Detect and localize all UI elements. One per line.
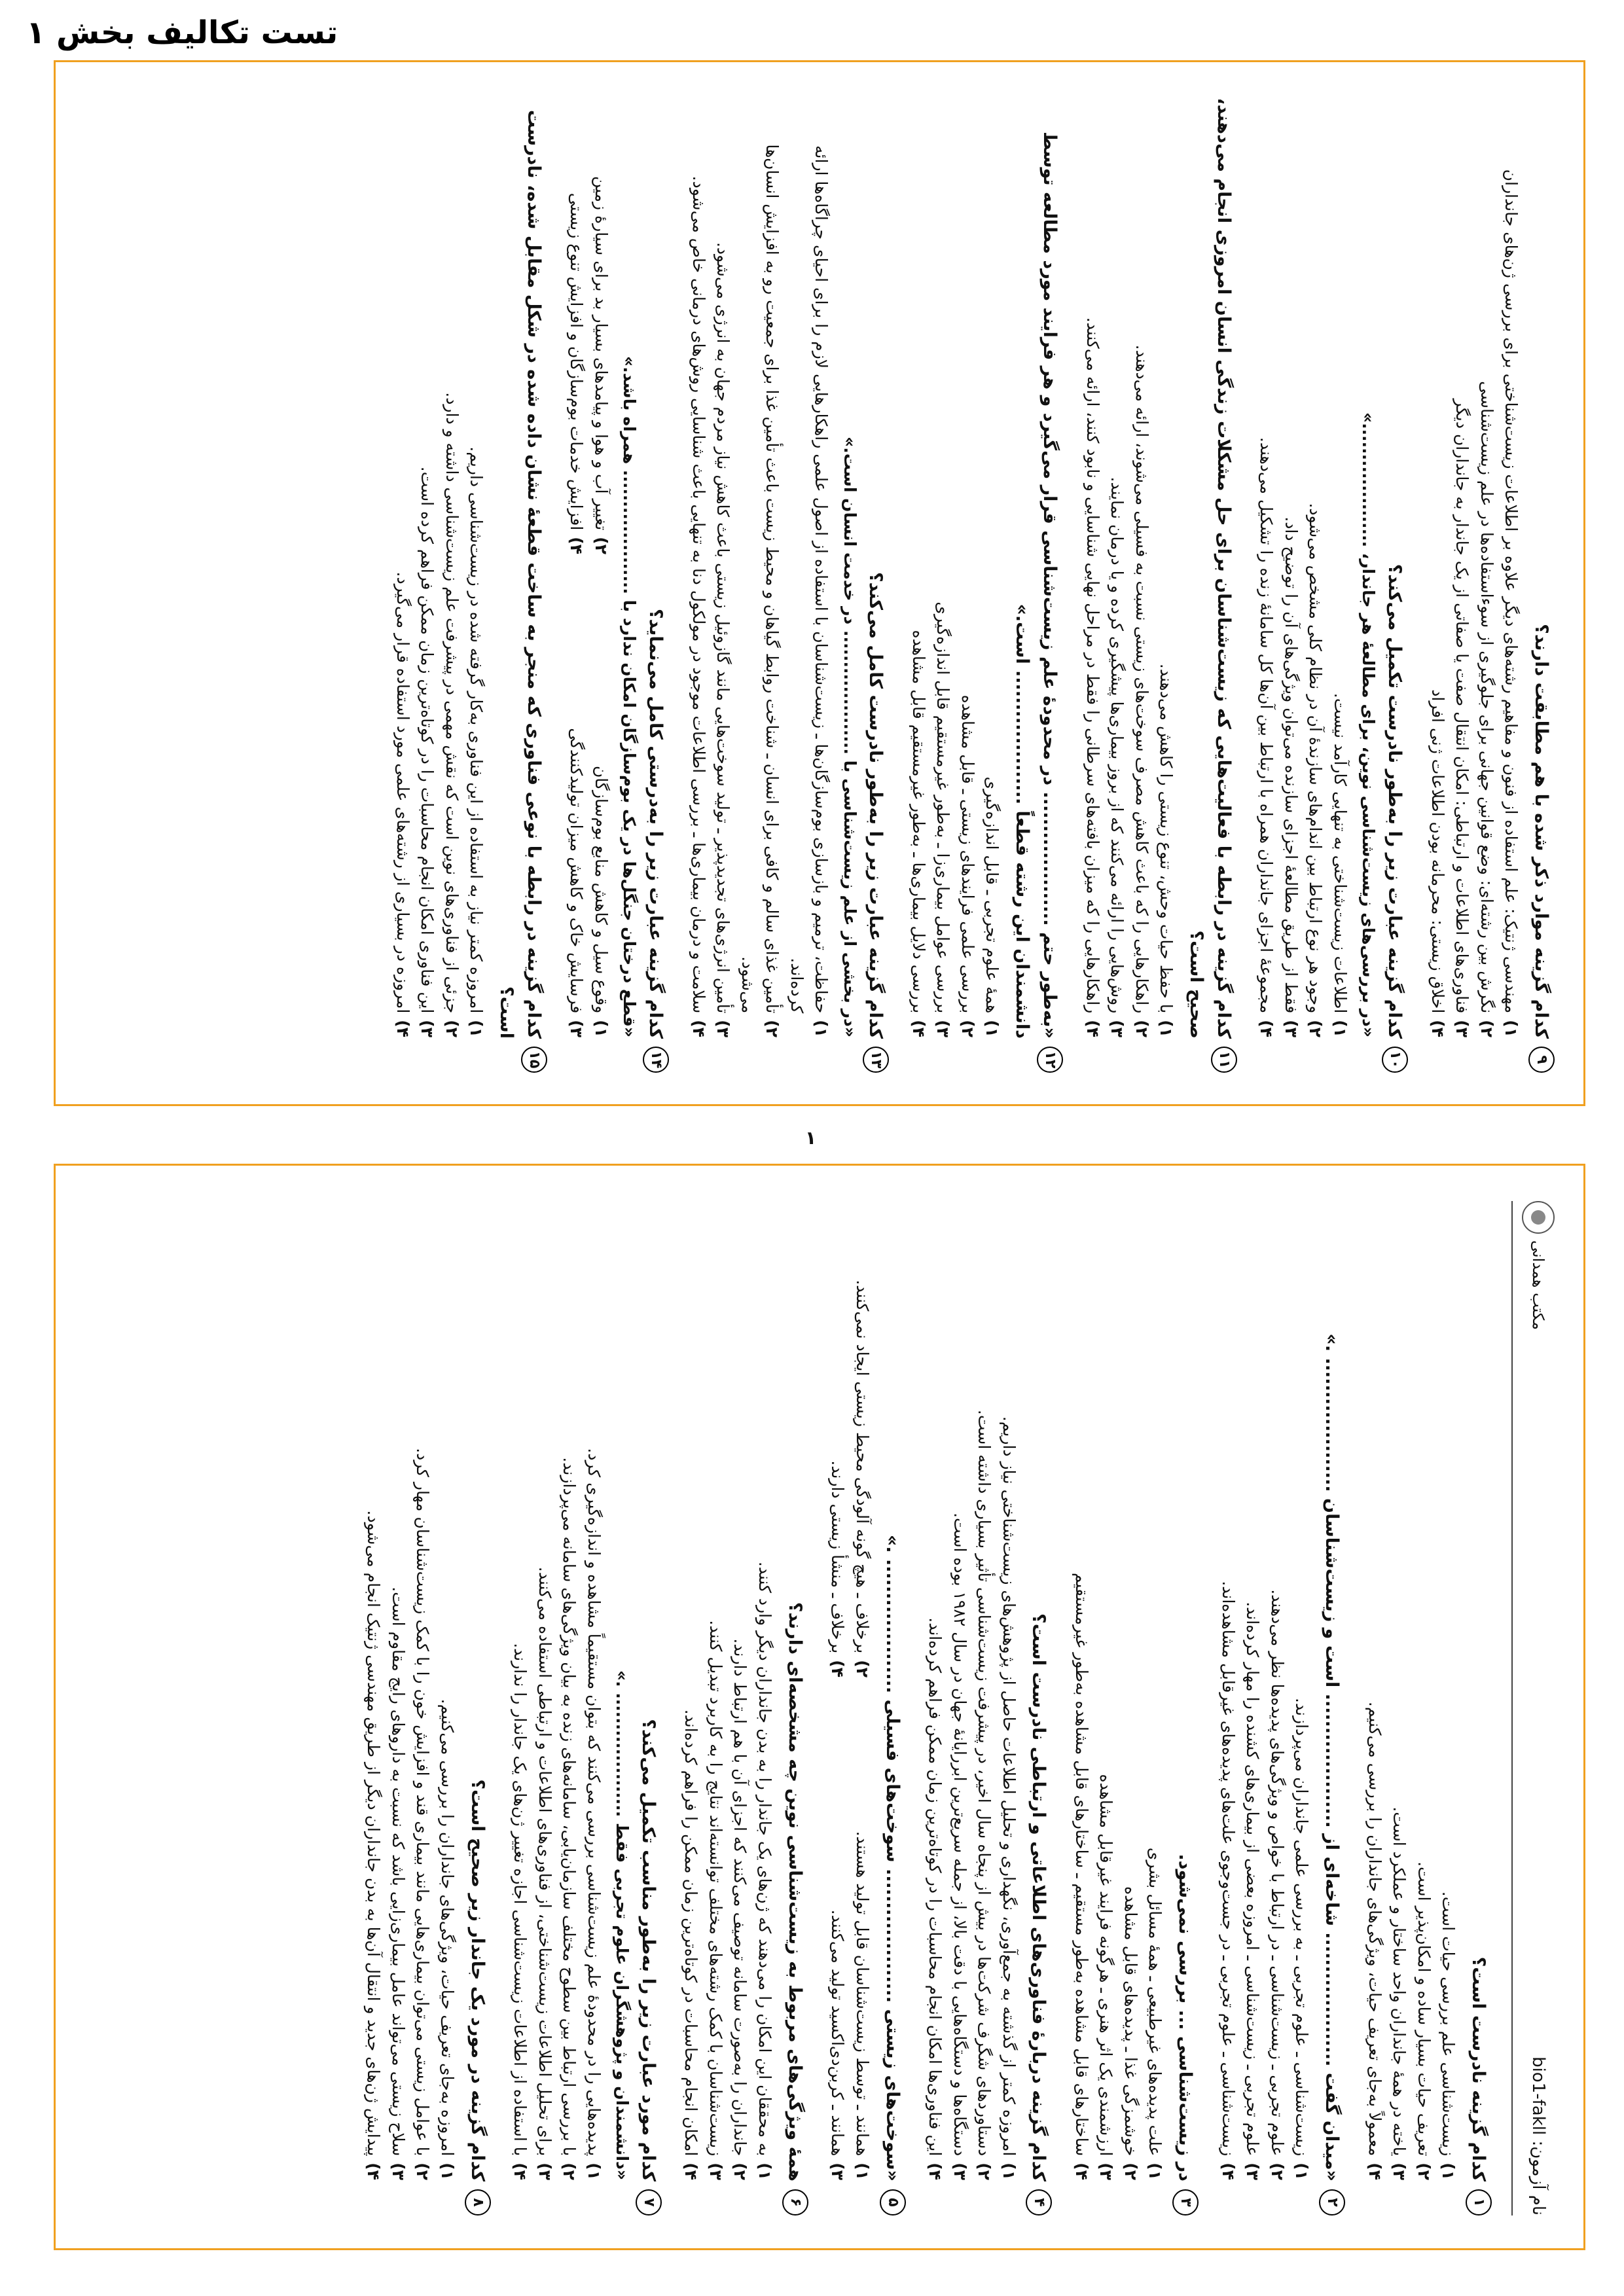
question-number: ۱۴: [643, 1047, 669, 1073]
answer-option[interactable]: [1129, 98, 1154, 1037]
question-text: کدام گزینه عبارت زیر را به‌درستی کامل می‌نماید؟: [645, 609, 666, 1039]
option-text: دستگاه‌ها و دستگاه‌هایی با دقت بالا، از جمله سریع‌ترین ابررایانهٔ جهان در سال ۱۹۸۲ بوده است.: [950, 1513, 969, 2157]
question-item: [686, 98, 889, 1073]
question-header: [634, 1201, 662, 2215]
answer-option[interactable]: [923, 1201, 948, 2180]
answer-option[interactable]: [564, 581, 589, 1037]
option-text: روش‌هایی را ارائه می‌کنند که از بروز بیماری‌ها پیشگیری کرده و یا درمان نمایند.: [1108, 476, 1127, 1014]
answer-option[interactable]: [996, 1201, 1021, 2180]
question-item: [923, 1201, 1053, 2215]
option-number: ۲): [1121, 2162, 1140, 2180]
option-number: ۱): [1439, 2162, 1458, 2180]
option-text: علوم تجربی ـ زیست‌شناسی ـ امروزه بعضی از بیماری‌های کشنده را مهار کرده‌اند.: [1243, 1602, 1263, 2157]
answer-option[interactable]: [581, 1201, 606, 2180]
question-number: ۱۳: [863, 1047, 889, 1073]
option-text: تعریف حیات بسیار ساده و امکان‌پذیر است.: [1414, 1861, 1434, 2157]
option-text: زیست‌شناسی علم بررسی حیات است.: [1439, 1891, 1458, 2157]
option-text: به محققان این امکان را می‌دهند که ژن‌های یک جاندار را به بدن جانداران دیگر وارد کنند.: [755, 1561, 774, 2157]
question-item: [1080, 98, 1237, 1073]
option-text: برخلاف ـ منشأ زیستی دارند.: [828, 1460, 848, 1654]
option-number: ۴): [364, 2162, 384, 2180]
question-header: [1182, 98, 1237, 1073]
bottom-page-content: [75, 1175, 1574, 2242]
answer-option[interactable]: [1411, 1201, 1436, 2180]
option-text: خوشمزگی غذا ـ پدیده‌های قابل مشاهده: [1121, 1886, 1140, 2157]
question-number: ۱۲: [1037, 1047, 1063, 1073]
question-number: ۶: [782, 2189, 808, 2215]
question-number: ۲: [1319, 2189, 1345, 2215]
option-text: ساختارهای قابل مشاهده به‌طور مستقیم ـ ساختارهای قابل مشاهده به‌طور غیرمستقیم: [1072, 1572, 1091, 2157]
option-text: تغییر آب و هوا و پیامدهای بسیار بد برای سیارهٔ زمین: [591, 176, 611, 531]
question-number: ۳: [1172, 2189, 1199, 2215]
option-text: زیست‌شناسی ـ علوم تجربی ـ به بررسی علمی جانداران می‌پردازند.: [1292, 1697, 1312, 2157]
option-number: ۴): [1083, 1020, 1102, 1037]
top-question-column: [75, 71, 1574, 1099]
option-text: امروزه در بسیاری از رشته‌های علمی مورد استفاده قرار می‌گیرد.: [393, 571, 412, 1014]
question-item: [1425, 98, 1555, 1073]
answer-option[interactable]: [464, 98, 489, 1037]
answer-option[interactable]: [1240, 1201, 1265, 2180]
option-text: یاخته در همهٔ جانداران واحد ساختار و عملکرد است.: [1390, 1806, 1409, 2157]
option-number: ۳): [388, 2162, 408, 2180]
option-text: با استفاده از اطلاعات زیست‌شناسی اجازه تغییر ژن‌های یک جاندار را ندارند.: [511, 1643, 530, 2157]
answer-option[interactable]: [435, 1201, 460, 2180]
question-stem: «دانشمندان و پژوهشگران علوم تجربی فقط .................... .»: [613, 1670, 632, 2180]
option-text: با عوامل زیستی می‌توان بیماری‌هایی مانند بیماری قند و افزایش خون را با کمک زیست‌شناسان مهار کرد.: [413, 1448, 433, 2157]
question-text: کدام گزینه عبارت زیر را به‌طور نادرست تکمیل می‌کند؟: [1384, 564, 1405, 1039]
answer-option[interactable]: [588, 98, 613, 554]
bottom-question-list: [361, 1201, 1492, 2215]
question-item: [906, 98, 1063, 1073]
question-text: کدام گزینه در رابطه با نوعی فناوری که منجر به ساخت قطعهٔ نشان داده شده در شکل مقابل شده، نادرست است؟: [496, 109, 544, 1039]
answer-option[interactable]: [564, 98, 589, 554]
option-number: ۲): [958, 1020, 977, 1037]
option-number: ۲): [413, 2162, 433, 2180]
question-header: [1025, 1201, 1053, 2215]
option-text: با حفظ حیات وحش، تنوع زیستی را کاهش می‌دهند.: [1157, 663, 1176, 1014]
option-text: سلامت و درمان بیماری‌ها ـ بررسی اطلاعات موجود در مولکول دنا به تنهایی باعث شناسایی روش‌های درمانی خاص می‌شود.: [689, 175, 708, 1014]
option-text: راهکارهایی را که میزان بافته‌های سرطانی را فقط در مراحل نهایی شناسایی و نابود کنند، ارائه می‌کنند.: [1083, 317, 1102, 1014]
option-text: معمولاً به‌جای تعریف حیات، ویژگی‌های جانداران را بررسی می‌کنیم.: [1365, 1701, 1384, 2157]
question-number: ۸: [465, 2189, 491, 2215]
option-text: اطلاعات زیست‌شناختی به تنهایی کارآمد نیست.: [1330, 692, 1350, 1014]
option-number: ۲): [442, 1020, 461, 1037]
answer-options: [1069, 1201, 1167, 2215]
option-number: ۳): [933, 1020, 953, 1037]
document-title: تست تکالیف بخش ۱: [26, 14, 338, 51]
option-number: ۴): [926, 2162, 945, 2180]
option-number: ۳): [1390, 2162, 1409, 2180]
question-header: [1464, 1201, 1492, 2215]
question-header: [1380, 98, 1408, 1073]
answer-option[interactable]: [361, 1201, 386, 2180]
answer-option[interactable]: [557, 1201, 582, 2180]
answer-option[interactable]: [1105, 98, 1130, 1037]
answer-option[interactable]: [906, 98, 931, 1037]
answer-option[interactable]: [711, 98, 736, 1037]
answer-option[interactable]: [931, 98, 956, 1037]
question-text: «میدان گفت .................... شاخه‌ای از .................... است و زیست‌شناسان .................... .»: [1322, 1333, 1343, 2181]
question-text: «به‌طور حتم .................... در محدودهٔ علم زیست‌شناسی قرار می‌گیرد و هر فرایند مورد مطالعه توسط دانشمندان این رشته قطعاً .................... است.»: [1012, 132, 1060, 1039]
question-header: [1008, 98, 1063, 1073]
option-text: جزئی از فناوری‌های نوین است که نقش مهمی در پیشرفت علم زیست‌شناسی داشته و دارد.: [442, 392, 461, 1014]
option-number: ۲): [560, 2162, 579, 2180]
option-number: ۱): [812, 1020, 831, 1037]
question-header: [878, 1201, 906, 2215]
question-number: ۱۰: [1382, 1047, 1408, 1073]
option-number: ۳): [1281, 1020, 1301, 1037]
option-number: ۳): [1453, 1020, 1472, 1037]
option-number: ۲): [731, 2162, 750, 2180]
school-name: مکتب همدانی: [1529, 1240, 1547, 1331]
option-text: افزایش خدمات بوم‌سازگان و افزایش تنوع زیستی: [567, 192, 586, 531]
answer-option[interactable]: [1436, 1201, 1461, 2180]
question-number: ۵: [880, 2189, 906, 2215]
answer-option[interactable]: [1154, 98, 1179, 1037]
answer-option[interactable]: [955, 98, 980, 1037]
answer-option[interactable]: [386, 1201, 410, 2180]
answer-option[interactable]: [947, 1201, 972, 2180]
answer-options: [1425, 98, 1523, 1073]
option-number: ۱): [1292, 2162, 1312, 2180]
answer-option[interactable]: [1387, 1201, 1412, 2180]
option-text: برخلاف ـ هیچ گونه آلودگی محیط زیستی ایجاد نمی‌کنند.: [852, 1280, 872, 1654]
question-item: [825, 1201, 906, 2215]
question-text: در زیست‌شناسی ... بررسی نمی‌شود.: [1175, 1854, 1196, 2181]
option-number: ۴): [909, 1020, 928, 1037]
option-text: امکان انجام محاسبات در کوتاه‌ترین زمان ممکن را فراهم کرده‌اند.: [681, 1709, 701, 2157]
option-text: وقوع سیل و کاهش منابع بوم‌سازگان: [591, 765, 611, 1014]
option-number: ۱): [437, 2162, 457, 2180]
question-stem: «قطع درختان جنگل‌ها در یک بوم‌سازگان امکان ندارد با .................... همراه باشد.»: [620, 356, 640, 1037]
option-number: ۱): [1157, 1020, 1176, 1037]
option-number: ۳): [706, 2162, 725, 2180]
option-number: ۱): [1330, 1020, 1350, 1037]
question-header: [862, 98, 890, 1073]
option-text: همانند ـ کربن‌دی‌اکسید تولید می‌کنند.: [828, 1909, 848, 2157]
question-number: ۱۵: [521, 1047, 547, 1073]
answer-option[interactable]: [1069, 1201, 1094, 2180]
option-number: ۴): [681, 2162, 701, 2180]
exam-name: نام آزمون: bio1-fakll: [1528, 2056, 1548, 2215]
option-number: ۳): [567, 1020, 586, 1037]
option-number: ۲): [1267, 2162, 1287, 2180]
option-text: ارزشمندی یک اثر هنری ـ هرگونه فرایند غیرقابل مشاهده: [1096, 1774, 1116, 2157]
option-number: ۲): [1306, 1020, 1326, 1037]
option-number: ۴): [1072, 2162, 1091, 2180]
answer-options: [1216, 1201, 1314, 2215]
option-number: ۴): [1365, 2162, 1384, 2180]
option-number: ۲): [591, 537, 611, 554]
question-header: [492, 98, 547, 1073]
option-number: ۳): [950, 2162, 969, 2180]
answer-options: [1254, 98, 1352, 1073]
question-text: کدام گزینه موارد ذکر شده با هم مطابقت دارند؟: [1531, 624, 1551, 1039]
option-text: همانند ـ توسط زیست‌شناسان قابل تولید هستند.: [852, 1831, 872, 2157]
question-text: «سوخت‌های زیستی .................... سوخت‌های فسیلی .................... .»: [882, 1534, 903, 2181]
question-item: [1254, 98, 1408, 1073]
answer-option[interactable]: [1474, 98, 1499, 1037]
question-number: ۷: [636, 2189, 662, 2215]
option-number: ۳): [418, 1020, 437, 1037]
answer-option[interactable]: [850, 1201, 875, 1677]
school-name-block: [1522, 1201, 1555, 1330]
option-number: ۱): [1146, 2162, 1165, 2180]
option-text: علت پدیده‌های غیرطبیعی ـ همهٔ مسائل بشری: [1146, 1847, 1165, 2157]
question-stem: «در بخشی از علم زیست‌شناسی با .................... در خدمت انسان است.»: [840, 437, 859, 1037]
question-text: کدام گزینه در رابطه با فعالیت‌هایی که زیست‌شناسان برای حل مشکلات زندگی انسان امروزی انجام می‌دهند، صحیح است؟: [1185, 98, 1234, 1039]
option-number: ۲): [852, 1660, 872, 1677]
option-number: ۲): [1414, 2162, 1434, 2180]
answer-option[interactable]: [1327, 98, 1352, 1037]
page-number: ۱: [805, 1127, 817, 1149]
option-text: این فناوری‌ها امکان انجام محاسبات را در کوتاه‌ترین زمان ممکن فراهم کرده‌اند.: [926, 1617, 945, 2157]
option-text: تأمین غذای سالم و کافی برای انسان ـ شناخت روابط گیاهان و محیط زیست باعث تأمین غذا برای جمعیت رو به افزایش انسان‌ها می‌شود.: [738, 144, 782, 1014]
option-text: اخلاق زیستی: محرمانه بودن اطلاعات ژنی افراد: [1428, 689, 1447, 1014]
option-number: ۴): [511, 2162, 530, 2180]
option-number: ۳): [1108, 1020, 1127, 1037]
answer-option[interactable]: [784, 98, 833, 1037]
answer-option[interactable]: [532, 1201, 557, 2180]
option-text: زیست‌شناسان با کمک رشته‌های مختلف توانسته‌اند نتایج را به کاربرد تبدیل کنند.: [706, 1620, 725, 2157]
option-text: حفاظت، ترمیم و بازسازی بوم‌سازگان‌ها ـ زیست‌شناسان با استفاده از اصول علمی راهکارهایی لازم را برای احیای چراگاه‌ها ارائه کرده‌اند.: [787, 145, 831, 1014]
option-text: نگرش بین رشته‌ای: وضع قوانین جهانی برای جلوگیری از سوءاستفاده‌ها در علم زیست‌شناسی: [1477, 381, 1496, 1014]
option-number: ۱): [999, 2162, 1019, 2180]
question-item: [508, 1201, 662, 2215]
question-number: ۹: [1528, 1047, 1555, 1073]
option-text: مهندسی ژنتیک: علم استفاده از فنون و مفاهیم رشته‌های دیگر علاوه بر اطلاعات زیست‌شناختی برای بررسی ژن‌های جانداران: [1502, 169, 1521, 1014]
answer-option[interactable]: [1118, 1201, 1143, 2180]
answer-options: [686, 98, 833, 1073]
option-number: ۴): [1257, 1020, 1276, 1037]
answer-options: [923, 1201, 1021, 2215]
option-number: ۱): [1502, 1020, 1521, 1037]
answer-options: [508, 1201, 606, 2215]
option-number: ۲): [1132, 1020, 1151, 1037]
question-stem: «در بررسی‌های زیست‌شناسی نوین، برای مطالعهٔ هر جاندار، ....................»: [1359, 412, 1379, 1037]
question-header: [641, 98, 669, 1073]
answer-option[interactable]: [508, 1201, 533, 2180]
answer-options: [361, 1201, 460, 2215]
question-item: [679, 1201, 808, 2215]
option-number: ۱): [591, 1020, 611, 1037]
answer-option[interactable]: [1094, 1201, 1119, 2180]
bottom-page-frame: [54, 1164, 1585, 2250]
option-text: بررسی عوامل بیماری‌زا ـ به‌طور غیرمستقیم قابل اندازه‌گیری: [933, 601, 953, 1014]
answer-option[interactable]: [410, 1201, 435, 2180]
top-page-content: [75, 71, 1574, 1099]
question-header: [1171, 1201, 1199, 2215]
answer-option[interactable]: [439, 98, 464, 1037]
question-text: کدام گزینه در مورد یک جاندار زیر صحیح است؟: [467, 1779, 488, 2181]
answer-option[interactable]: [703, 1201, 728, 2180]
option-number: ۲): [975, 2162, 994, 2180]
question-item: [1216, 1201, 1345, 2215]
answer-option[interactable]: [825, 1201, 850, 1677]
option-text: وجود هر نوع ارتباط بین اندام‌های سازندهٔ آن در نظام کلی مشخص می‌شود.: [1306, 503, 1326, 1014]
school-logo-icon: [1522, 1201, 1555, 1234]
option-text: تأمین انرژی‌های تجدیدپذیر ـ تولید سوخت‌هایی مانند گازوئیل زیستی باعث کاهش نیاز مردم جهان به انرژی می‌شود.: [713, 242, 733, 1014]
option-text: علوم تجربی ـ زیست‌شناسی ـ در ارتباط با خواص و ویژگی‌های پدیده‌ها نظر می‌دهند.: [1267, 1589, 1287, 2157]
answer-option[interactable]: [735, 98, 784, 1037]
option-text: بررسی علمی فرایندهای زیستی ـ قابل مشاهده: [958, 694, 977, 1014]
option-text: امروزه به‌جای تعریف حیات، ویژگی‌های جانداران را بررسی می‌کنیم.: [437, 1698, 457, 2157]
answer-options: [1362, 1201, 1460, 2215]
option-number: ۳): [828, 2162, 848, 2180]
question-item: [1362, 1201, 1492, 2215]
answer-option[interactable]: [752, 1201, 777, 2180]
option-number: ۴): [567, 537, 586, 554]
option-text: با بررسی ارتباط بین سطوح مختلف سازمان‌یابی، سامانه‌های زنده به بیان ویژگی‌های سامانه می‌پردازند.: [560, 1457, 579, 2157]
option-text: مجموعهٔ اجزای جانداران همراه با ارتباط بین آن‌ها کل سامانهٔ زنده را تشکیل می‌دهند.: [1257, 437, 1276, 1014]
question-text: همهٔ ویژگی‌های مربوط به زیست‌شناسی نوین چه مشخصه‌ای دارند؟: [784, 1602, 805, 2181]
option-text: برای تحلیل اطلاعات زیست‌شناختی، از فناوری‌های اطلاعات و ارتباطی استفاده می‌کنند.: [535, 1566, 554, 2157]
option-number: ۱): [983, 1020, 1002, 1037]
option-text: امروزه کمتر از گذشته به جمع‌آوری، نگهداری و تحلیل اطلاعات حاصل از پژوهش‌های زیست‌شناختی نیاز داریم.: [999, 1416, 1019, 2157]
answer-option[interactable]: [1216, 1201, 1240, 2180]
option-text: فرسایش خاک و کاهش میزان تولیدکنندگی: [567, 728, 586, 1014]
answer-option[interactable]: [1080, 98, 1105, 1037]
answer-option[interactable]: [1362, 1201, 1387, 2180]
option-number: ۱): [467, 1020, 486, 1037]
bottom-question-column: [75, 1175, 1574, 2242]
option-text: زیست‌شناسی ـ علوم تجربی ـ در جست‌وجوی علت‌های پدیده‌های غیرقابل مشاهده‌اند.: [1218, 1581, 1238, 2157]
option-text: فقط از طریق مطالعهٔ اجزای سازنده می‌توان ویژگی‌های آن را توضیح داد.: [1281, 516, 1301, 1014]
option-text: فناوری‌های اطلاعات و ارتباطی: امکان انتقال صفت یا صفاتی از یک جاندار به جانداران دیگر: [1453, 399, 1472, 1014]
option-text: سلاح زیستی می‌تواند عامل بیماری‌زایی باشد که نسبت به داروهای رایج مقاوم است.: [388, 1587, 408, 2157]
answer-option[interactable]: [1254, 98, 1279, 1037]
answer-option[interactable]: [1303, 98, 1328, 1037]
option-number: ۴): [393, 1020, 412, 1037]
answer-option[interactable]: [1143, 1201, 1168, 2180]
option-number: ۴): [689, 1020, 708, 1037]
answer-option[interactable]: [850, 1704, 875, 2180]
question-item: [390, 98, 547, 1073]
answer-option[interactable]: [980, 98, 1005, 1037]
answer-option[interactable]: [1265, 1201, 1290, 2180]
question-item: [564, 98, 669, 1073]
option-text: بررسی دلایل بیماری‌ها ـ به‌طور غیرمستقیم قابل مشاهده: [909, 630, 928, 1014]
option-number: ۴): [1218, 2162, 1238, 2180]
answer-option[interactable]: [415, 98, 440, 1037]
answer-option[interactable]: [1499, 98, 1524, 1037]
option-number: ۱): [852, 2162, 872, 2180]
question-number: ۱۱: [1211, 1047, 1237, 1073]
option-text: جانداران را به‌صورت سامانه توصیف می‌کنند که اجزای آن با هم ارتباط دارند.: [731, 1638, 750, 2157]
answer-option[interactable]: [1425, 98, 1450, 1037]
question-text: کدام گزینه نادرست است؟: [1468, 1956, 1489, 2181]
answer-option[interactable]: [588, 581, 613, 1037]
answer-option[interactable]: [390, 98, 415, 1037]
option-text: این فناوری امکان انجام محاسبات را در کوتاه‌ترین زمان ممکن فراهم کرده است.: [418, 466, 437, 1014]
option-text: دستاوردهای شگرف شرکت‌ها در بیش از پنجاه سال اخیر، در پیشرفت زیست‌شناسی تأثیر بسیاری داشته است.: [975, 1409, 994, 2157]
option-number: ۲): [1477, 1020, 1496, 1037]
option-number: ۳): [1096, 2162, 1116, 2180]
option-number: ۳): [1243, 2162, 1263, 2180]
option-text: پیدایش ژن‌های جدید و انتقال آن‌ها به بدن جانداران دیگر از طریق مهندسی ژنتیک انجام می‌شود.: [364, 1510, 384, 2157]
answer-option[interactable]: [679, 1201, 704, 2180]
answer-options: [825, 1201, 875, 2215]
option-text: همهٔ علوم تجربی ـ قابل اندازه‌گیری: [983, 776, 1002, 1014]
answer-options: [679, 1201, 777, 2215]
option-number: ۲): [763, 1020, 782, 1037]
option-number: ۴): [828, 1660, 848, 1677]
question-header: [1527, 98, 1555, 1073]
answer-options: [1080, 98, 1178, 1073]
question-item: [1069, 1201, 1199, 2215]
answer-option[interactable]: [686, 98, 711, 1037]
answer-options: [390, 98, 488, 1073]
exam-header: [1511, 1201, 1555, 2215]
question-item: [361, 1201, 491, 2215]
question-text: کدام گزینه عبارت زیر را به‌طور نادرست کامل می‌کند؟: [865, 571, 886, 1039]
option-text: پدیده‌هایی را در محدودهٔ علم زیست‌شناسی بررسی می‌کنند که بتوان مستقیماً مشاهده و اندازه‌گیری کرد.: [584, 1448, 604, 2157]
question-text: کدام مورد عبارت زیر را به‌طور مناسب تکمیل می‌کند؟: [638, 1719, 659, 2181]
question-number: ۱: [1466, 2189, 1492, 2215]
answer-option[interactable]: [1290, 1201, 1314, 2180]
option-number: ۱): [584, 2162, 604, 2180]
answer-options: [564, 98, 613, 1073]
option-number: ۳): [713, 1020, 733, 1037]
question-header: [1318, 1201, 1345, 2215]
option-number: ۱): [755, 2162, 774, 2180]
option-text: امروزه کمتر نیاز به استفاده از این فناوری به‌کار گرفته شده در زیست‌شناسی داریم.: [467, 446, 486, 1014]
top-page-frame: [54, 60, 1585, 1106]
question-text: کدام گزینه دربارهٔ فناوری‌های اطلاعاتی و ارتباطی نادرست است؟: [1028, 1613, 1049, 2181]
answer-option[interactable]: [972, 1201, 997, 2180]
option-number: ۴): [1428, 1020, 1447, 1037]
question-header: [463, 1201, 491, 2215]
answer-option[interactable]: [825, 1704, 850, 2180]
option-number: ۳): [535, 2162, 554, 2180]
answer-options: [906, 98, 1004, 1073]
answer-option[interactable]: [1450, 98, 1475, 1037]
answer-option[interactable]: [1278, 98, 1303, 1037]
option-text: راهکارهایی را که باعث کاهش مصرف سوخت‌های زیستی نسبت به فسیلی می‌شوند، ارائه می‌دهند.: [1132, 344, 1151, 1014]
answer-option[interactable]: [728, 1201, 753, 2180]
question-number: ۴: [1026, 2189, 1052, 2215]
question-header: [781, 1201, 808, 2215]
